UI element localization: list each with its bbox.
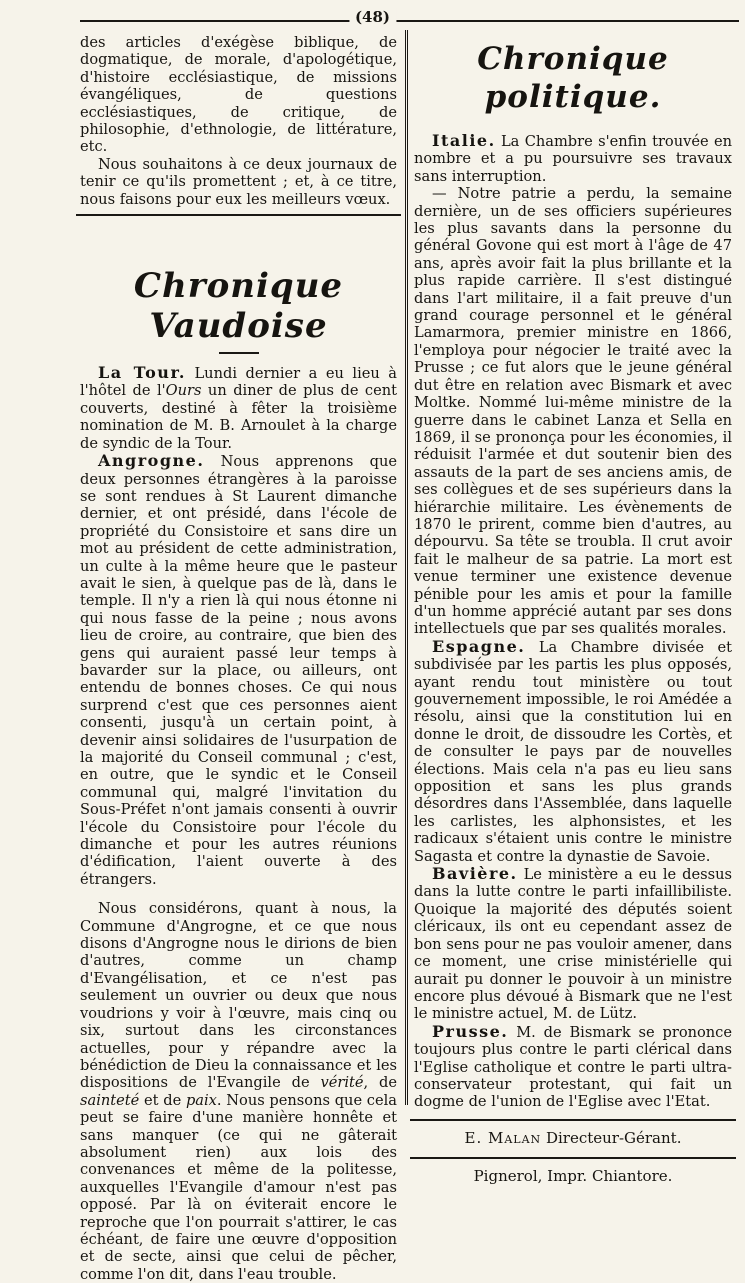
director-title: Directeur-Gérant. (541, 1128, 682, 1147)
footer-rule-2 (410, 1157, 736, 1159)
baviere-paragraph (414, 865, 732, 1023)
place-prusse: Prusse. (432, 1021, 509, 1041)
italie-text: La Chambre s'enfin trouvée en nombre et a pu poursuivre ses travaux sans interruption. (414, 133, 732, 185)
intro-paragraph-1: des articles d'exégèse biblique, de dogmatique, de morale, d'apologétique, d'histoire ecclésiastique, de missions évangéliques, de questions ecclésiastiques, de critique, de philosophie, d'ethnologie, de littérature, etc. (80, 34, 397, 156)
espagne-paragraph (414, 638, 732, 865)
considerons-text-1: Nous considérons, quant à nous, la Commune d'Angrogne, et ce que nous disons d'Angrogne nous le dirions de bien d'autres, comme un champ d'Evangélisation, et ce n'est pas seulement un ouvrier ou deux que nous voudrions y voir à l'œuvre, mais cinq ou six, surtout dans les circonstances actuelles, pour y répandre avec la bénédiction de Dieu la connaissance et les dispositions de l'Evangile de (80, 900, 397, 1092)
footer-rule (410, 1119, 736, 1121)
place-la-tour: La Tour. (98, 363, 186, 383)
ours-word: Ours (165, 382, 202, 400)
right-column (414, 34, 732, 1187)
page-number: (48) (349, 8, 396, 26)
header-rule (80, 20, 739, 22)
chronique-politique-title: Chronique politique. (477, 41, 669, 115)
prusse-paragraph (414, 1023, 732, 1111)
verite-word: vérité (320, 1074, 364, 1092)
title-dash (219, 352, 259, 354)
la-tour-paragraph (80, 364, 397, 452)
baviere-text: Le ministère a eu le dessus dans la lutte contre le parti infaillibiliste. Quoique la majorité des députés soient cléricaux, ils ont eu cependant assez de bon sens pour ne pas vouloir amener, dans ce moment, une crise ministérielle qui aurait pu donner le pouvoir à un ministre encore plus dévoué à Bismark que ne l'est le ministre actuel, M. de Lütz. (414, 866, 732, 1023)
intro-paragraph-2: Nous souhaitons à ce deux journaux de tenir ce qu'ils promettent ; et, à ce titre, nous faisons pour eux les meilleurs vœux. (80, 155, 397, 208)
director-name: E. Malan (464, 1128, 542, 1147)
column-divider (405, 30, 408, 1105)
place-baviere: Bavière. (432, 864, 518, 884)
prusse-text: M. de Bismark se prononce toujours plus contre le parti clérical dans l'Eglise catholique et contre le parti ultra-conservateur protestant, qui fait un dogme de l'union de l'Eglise avec l'Etat. (414, 1023, 732, 1111)
place-angrogne: Angrogne. (98, 451, 205, 471)
considerons-text-2: . Nous pensons que cela peut se faire d'une manière honnête et sans manquer (ce qui ne gâterait absolument rien) aux lois des convenances et même de la politesse, auxquelles l'Evangile d'amour n'est pas opposé. Par là on éviterait encore le reproche que l'on pourrait s'attirer, le cas échéant, de faire une œuvre d'opposition et de secte, ainsi que celui de pêcher, comme l'on dit, dans l'eau trouble. (80, 1091, 397, 1283)
saintete-word: sainteté (80, 1091, 140, 1109)
govone-paragraph: — Notre patrie a perdu, la semaine dernière, un de ses officiers supérieures les plus savants dans la personne du général Govone qui est mort à l'âge de 47 ans, après avoir fait la plus brillante et la plus rapide carrière. Il s'est distingué dans l'art militaire, il a fait preuve d'un grand courage personnel et le général Lamarmora, premier ministre en 1866, l'employa pour négocier le traité avec la Prusse ; ce fut alors que le jeune général dut être en relation avec Bismark et avec Moltke. Nommé lui-même ministre de la guerre dans le cabinet Lanza et Sella en 1869, il se prononça pour les économies, il réduisit l'armée et dut soutenir bien des assauts de la part de ses anciens amis, de ses collègues et de ses supérieurs dans la hiérarchie militaire. Les évènements de 1870 le prirent, comme bien d'autres, au dépourvu. Sa tête se troubla. Il crut avoir fait le malheur de sa patrie. La mort est venue terminer une existence devenue pénible pour les amis et pour la famille d'un homme apprécié autant par ses dons intellectuels que par ses qualités morales. (414, 185, 732, 638)
angrogne-text: Nous apprenons que deux personnes étrangères à la paroisse se sont rendues à St Laurent dimanche dernier, et ont présidé, dans l'école de propriété du Consistoire et sans dire un mot au président de cette administration, un culte à la même heure que le pasteur avait le sien, à quelque pas de là, dans le temple. Il n'y a rien là qui nous étonne ni qui nous fasse de la peine ; nous avons lieu de croire, au contraire, que bien des gens qui auraient passé leur temps à bavarder sur la place, ou ailleurs, ont entendu de bonnes choses. Ce qui nous surprend c'est que ces personnes aient consenti, jusqu'à un certain point, à devenir ainsi solidaires de l'usurpation de la majorité du Conseil communal ; c'est, en outre, que le syndic et le Conseil communal qui, malgré l'invitation du Sous-Préfet n'ont jamais consenti à ouvrir l'école du Consistoire pour l'école du dimanche et pour les autres réunions d'édification, l'aient ouverte à des étrangers. (80, 453, 397, 888)
place-italie: Italie. (432, 131, 496, 150)
left-column (80, 34, 397, 1283)
considerons-paragraph (80, 900, 397, 1283)
considerons-and: et de (139, 1091, 186, 1109)
la-tour-text-2: un diner de plus de cent couverts, destiné à fêter la troisième nomination de M. B. Arnoulet à la charge de syndic de la Tour. (80, 382, 397, 452)
printer-line: Pignerol, Impr. Chiantore. (473, 1166, 673, 1185)
considerons-comma: , de (363, 1074, 397, 1092)
paix-word: paix (185, 1091, 217, 1109)
la-tour-text-1: Lundi dernier a eu lieu à l'hôtel de l' (80, 365, 397, 400)
place-espagne: Espagne. (432, 636, 526, 656)
director-line (414, 1127, 732, 1149)
espagne-text: La Chambre divisée et subdivisée par les partis les plus opposés, ayant rendu tout ministère ou tout gouvernement impossible, le roi Amédée a résolu, ainsi que la constitution lui en donne le droit, de dissoudre les Cortès, et de consulter le pays par de nouvelles élections. Mais cela n'a pas eu lieu sans opposition et sans les plus grands désordres dans l'Assemblée, dans laquelle les carlistes, les alphonsistes, et les radicaux s'étaient unis contre le ministre Sagasta et contre la dynastie de Savoie. (414, 638, 732, 865)
chronique-vaudoise-title: Chronique Vaudoise (133, 266, 344, 347)
section-rule (76, 214, 401, 216)
angrogne-paragraph (80, 452, 397, 888)
italie-paragraph (414, 132, 732, 185)
paragraph-gap (80, 888, 397, 900)
